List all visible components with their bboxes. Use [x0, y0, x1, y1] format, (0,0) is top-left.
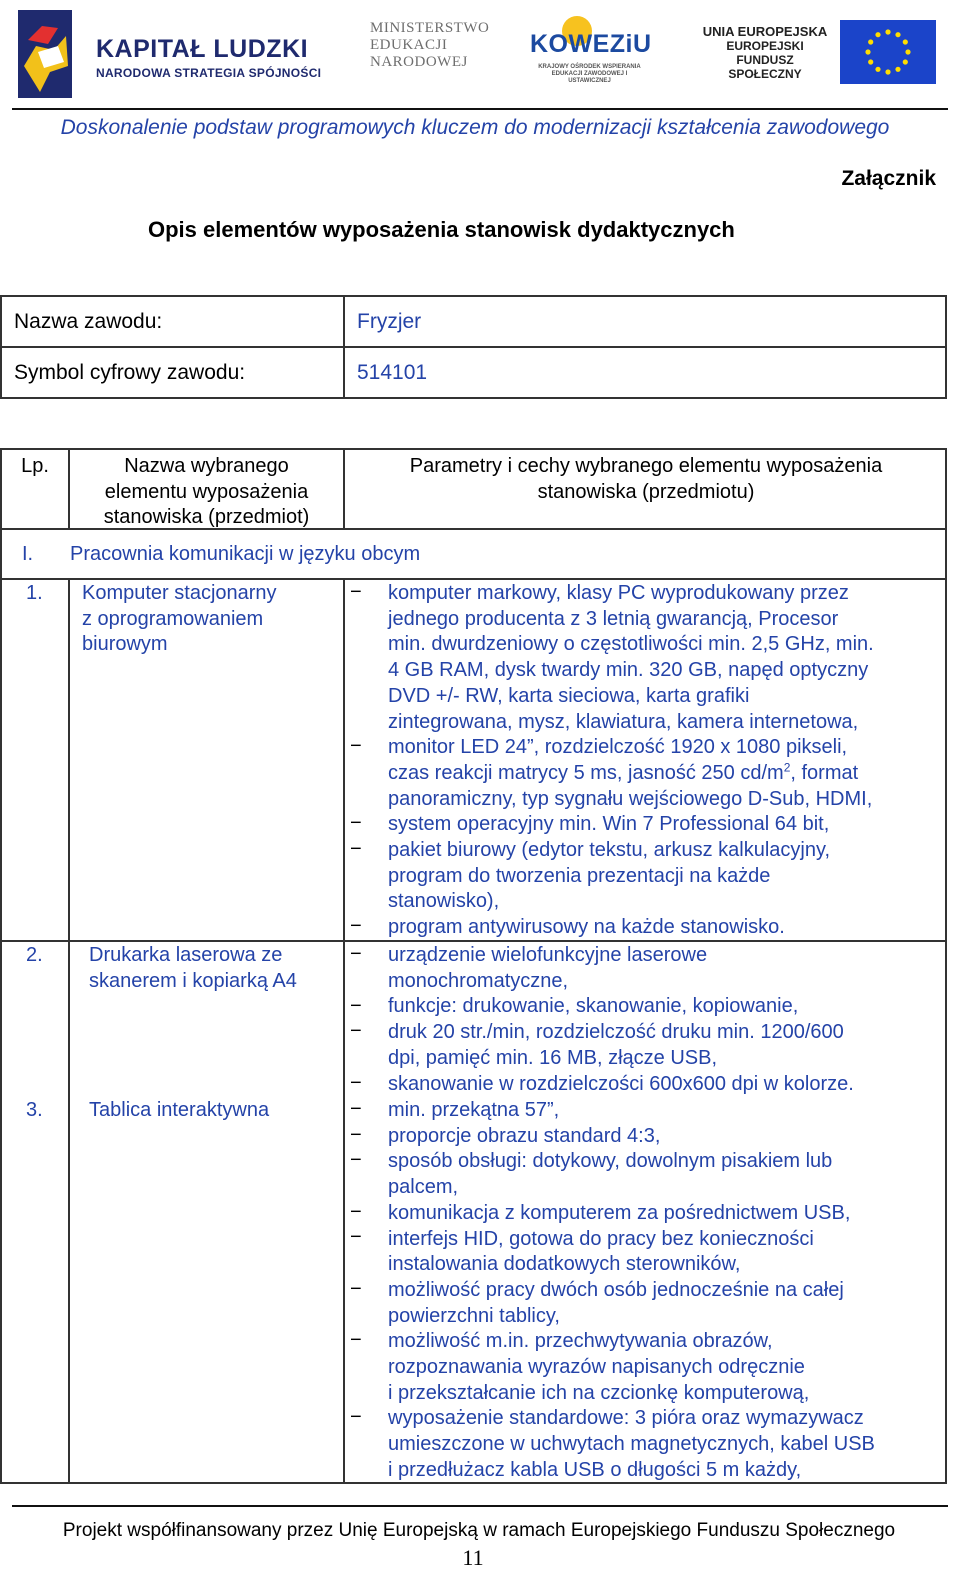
item-parameters: [388, 943, 944, 1097]
profession-info-table: [0, 295, 947, 399]
bullet-dash: −: [350, 1098, 362, 1120]
parameter-line: DVD +/- RW, karta sieciowa, karta grafiki: [388, 684, 750, 707]
bullet-dash: −: [350, 838, 362, 860]
parameter-line: skanowanie w rozdzielczości 600x600 dpi w kolorze.: [388, 1072, 854, 1095]
item-name: [82, 581, 277, 658]
row-divider: [2, 578, 945, 580]
bullet-dash: −: [350, 915, 362, 937]
bullet-dash: −: [350, 1072, 362, 1094]
parameter-line: i przekształcanie ich na czcionkę komputerową,: [388, 1381, 810, 1404]
parameter-line: możliwość m.in. przechwytywania obrazów,: [388, 1330, 773, 1353]
parameter-line: proporcje obrazu standard 4:3,: [388, 1124, 661, 1147]
parameter-line: palcem,: [388, 1176, 459, 1199]
bullet-dash: −: [350, 1329, 362, 1351]
column-header-lp: Lp.: [21, 455, 49, 477]
header-line: stanowiska (przedmiotu): [537, 480, 755, 503]
parameter-line: min. przekątna 57”,: [388, 1099, 560, 1121]
header-divider: [12, 108, 948, 110]
kapital-title: KAPITAŁ LUDZKI: [96, 35, 309, 63]
parameter-text: , format: [790, 761, 859, 784]
bullet-dash: −: [350, 1226, 362, 1248]
ue-line: EUROPEJSKI: [726, 39, 804, 53]
item-name: [89, 1098, 269, 1124]
project-subtitle: Doskonalenie podstaw programowych kluczem do modernizacji kształcenia zawodowego: [60, 116, 890, 139]
bullet-dash: −: [350, 943, 362, 965]
bullet-dash: −: [350, 812, 362, 834]
row-number: 2.: [26, 944, 43, 966]
header-line: elementu wyposażenia: [104, 480, 309, 503]
logo-header: [0, 0, 960, 108]
eu-fund-wordmark: [700, 24, 830, 81]
ue-line: UNIA EUROPEJSKA: [702, 24, 828, 39]
parameter-line: pakiet biurowy (edytor tekstu, arkusz kalkulacyjny,: [388, 839, 831, 862]
page-title: Opis elementów wyposażenia stanowisk dydaktycznych: [148, 217, 735, 242]
annex-label: Załącznik: [841, 167, 936, 190]
parameter-line: dpi, pamięć min. 16 MB, złącze USB,: [388, 1046, 718, 1069]
section-title: Pracownia komunikacji w języku obcym: [70, 543, 421, 565]
parameter-line: monitor LED 24”, rozdzielczość 1920 x 1080 pikseli,: [388, 736, 848, 759]
parameter-line: umieszczone w uchwytach magnetycznych, kabel USB: [388, 1433, 875, 1456]
bullet-dash: −: [350, 1278, 362, 1300]
item-name-line: z oprogramowaniem: [82, 607, 264, 630]
kapital-ludzki-star-logo: [14, 6, 76, 102]
bullet-dash: −: [350, 1020, 362, 1042]
parameter-line: 4 GB RAM, dysk twardy min. 320 GB, napęd optyczny: [388, 659, 869, 682]
parameter-line: program antywirusowy na każde stanowisko.: [388, 916, 785, 939]
parameter-line: instalowania dodatkowych sterowników,: [388, 1253, 741, 1276]
item-parameters: [388, 581, 944, 941]
parameter-line: powierzchni tablicy,: [388, 1304, 560, 1327]
ministry-line: NARODOWEJ: [370, 54, 468, 70]
column-header-name: [70, 454, 343, 531]
parameter-line: stanowisko),: [388, 890, 500, 913]
item-name-line: biurowym: [82, 633, 168, 656]
header-line: Parametry i cechy wybranego elementu wyposażenia: [409, 455, 883, 477]
parameter-line: komputer markowy, klasy PC wyprodukowany przez: [388, 582, 849, 604]
parameter-line: monochromatyczne,: [388, 969, 569, 992]
table-row: [1, 296, 946, 347]
section-number: I.: [22, 543, 34, 565]
bullet-dash: −: [350, 1149, 362, 1171]
row-number: 1.: [26, 582, 43, 604]
column-divider: [68, 578, 70, 1484]
parameter-line: rozpoznawania wyrazów napisanych odręcznie: [388, 1356, 805, 1379]
ministry-logo: [370, 20, 510, 71]
ministry-line: EDUKACJI: [370, 37, 448, 53]
parameter-line: interfejs HID, gotowa do pracy bez konieczności: [388, 1227, 814, 1250]
bullet-dash: −: [350, 1406, 362, 1428]
parameter-line: możliwość pracy dwóch osób jednocześnie na całej: [388, 1278, 844, 1301]
header-line: Nazwa wybranego: [124, 455, 289, 477]
parameter-line: [388, 761, 944, 787]
table-row: [1, 347, 946, 398]
symbol-label: Symbol cyfrowy zawodu:: [1, 347, 344, 398]
koweziu-wordmark: KOWEZiU: [530, 30, 652, 58]
kapital-ludzki-wordmark: [96, 36, 321, 80]
row-number: 3.: [26, 1099, 43, 1121]
ministry-line: MINISTERSTWO: [370, 20, 490, 36]
parameter-line: sposób obsługi: dotykowy, dowolnym pisakiem lub: [388, 1150, 833, 1173]
header-line: stanowiska (przedmiot): [103, 506, 310, 529]
parameter-line: funkcje: drukowanie, skanowanie, kopiowanie,: [388, 995, 799, 1018]
parameter-line: urządzenie wielofunkcyjne laserowe: [388, 944, 708, 966]
eu-flag-icon: [840, 20, 936, 84]
parameter-line: min. dwurdzeniowy o częstotliwości min. 2,5 GHz, min.: [388, 633, 874, 656]
parameter-line: panoramiczny, typ sygnału wejściowego D-Sub, HDMI,: [388, 787, 873, 810]
page-number: 11: [462, 1545, 484, 1570]
parameter-line: druk 20 str./min, rozdzielczość druku min. 1200/600: [388, 1021, 844, 1044]
item-name-line: Drukarka laserowa ze: [89, 944, 283, 966]
parameter-text: czas reakcji matrycy 5 ms, jasność 250 cd/m: [388, 761, 784, 784]
bullet-dash: −: [350, 581, 362, 603]
profession-label: Nazwa zawodu:: [1, 296, 344, 347]
equipment-table: [0, 448, 947, 1484]
kapital-subtitle: NARODOWA STRATEGIA SPÓJNOŚCI: [96, 66, 322, 80]
koweziu-logo: [528, 16, 652, 84]
item-name-line: Komputer stacjonarny: [82, 582, 277, 604]
symbol-value: 514101: [344, 347, 946, 398]
bullet-dash: −: [350, 995, 362, 1017]
parameter-line: jednego producenta z 3 letnią gwarancją, Procesor: [388, 607, 839, 630]
item-name-line: skanerem i kopiarką A4: [89, 969, 297, 992]
column-divider: [343, 578, 345, 1484]
parameter-line: wyposażenie standardowe: 3 pióra oraz wymazywacz: [388, 1407, 864, 1430]
profession-value: Fryzjer: [344, 296, 946, 347]
bullet-dash: −: [350, 1201, 362, 1223]
parameter-line: i przedłużacz kabla USB o długości 5 m każdy,: [388, 1458, 802, 1481]
bullet-dash: −: [350, 1124, 362, 1146]
footer-divider: [12, 1505, 948, 1507]
item-name: [89, 943, 297, 994]
item-parameters: [388, 1098, 944, 1484]
koweziu-subtitle: KRAJOWY OŚRODEK WSPIERANIA EDUKACJI ZAWODOWEJ I USTAWICZNEJ: [538, 64, 641, 84]
footer-text: Projekt współfinansowany przez Unię Europejską w ramach Europejskiego Funduszu Społecznego: [62, 1520, 896, 1541]
parameter-line: komunikacja z komputerem za pośrednictwem USB,: [388, 1201, 851, 1224]
parameter-line: zintegrowana, mysz, klawiatura, kamera internetowa,: [388, 710, 859, 733]
bullet-dash: −: [350, 735, 362, 757]
column-header-params: [345, 454, 947, 505]
ue-line: FUNDUSZ SPOŁECZNY: [728, 53, 802, 81]
parameter-line: system operacyjny min. Win 7 Professional 64 bit,: [388, 813, 830, 836]
parameter-line: program do tworzenia prezentacji na każde: [388, 864, 771, 887]
superscript: 2: [783, 760, 791, 775]
item-name-line: Tablica interaktywna: [89, 1099, 270, 1121]
